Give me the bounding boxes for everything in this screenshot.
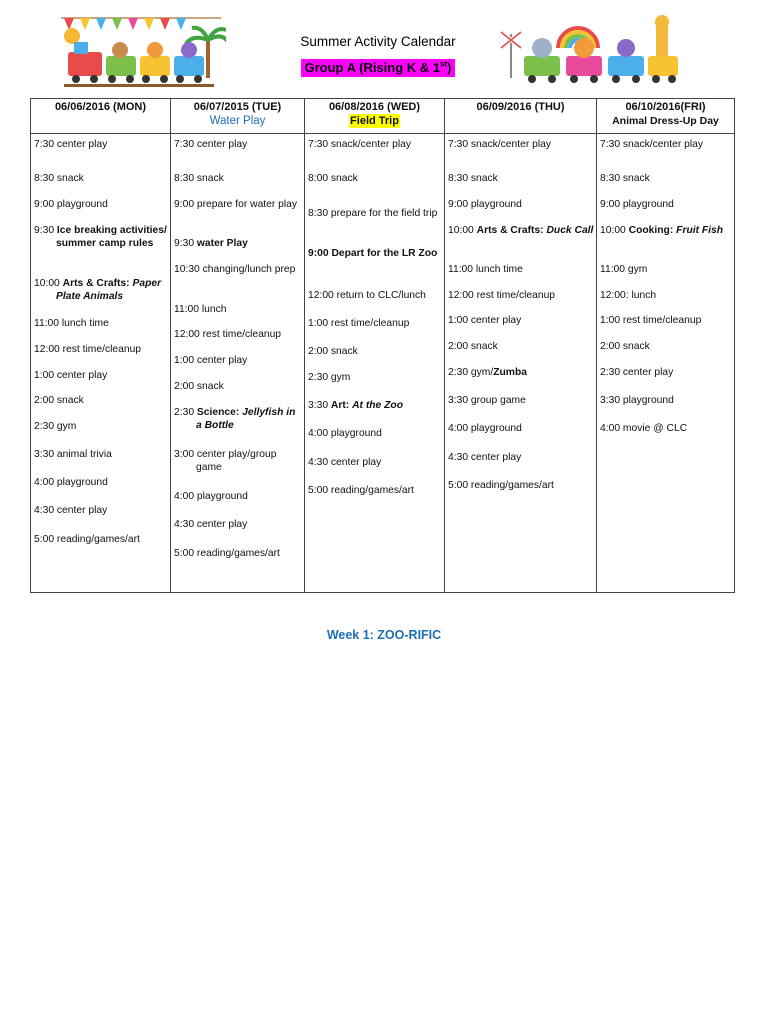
day-cell-tue: [171, 134, 305, 593]
schedule-entry: 12:00 rest time/cleanup: [448, 290, 556, 301]
document-title: Summer Activity Calendar: [300, 34, 456, 49]
schedule-entry: 9:00 Depart for the LR Zoo: [308, 248, 438, 259]
schedule-entry: 10:00 Arts & Crafts: Paper Plate Animals: [34, 278, 162, 302]
weekly-schedule-table: [30, 98, 735, 593]
schedule-entry: 4:00 playground: [34, 477, 108, 488]
schedule-entry: 9:00 prepare for water play: [174, 199, 298, 210]
schedule-entry: 2:30 center play: [600, 367, 674, 378]
schedule-entry: 2:00 snack: [34, 395, 84, 406]
theme-label-tue: Water Play: [209, 115, 266, 127]
schedule-entry: 2:00 snack: [448, 341, 498, 352]
schedule-entry: 11:00 lunch time: [34, 318, 109, 329]
schedule-entry: 2:00 snack: [174, 381, 224, 392]
schedule-entry: 1:00 rest time/cleanup: [600, 315, 702, 326]
title-block: [278, 34, 478, 77]
schedule-entry: 4:30 center play: [34, 505, 108, 516]
schedule-entry: 11:00 lunch: [174, 304, 227, 315]
schedule-entry: 10:00 Arts & Crafts: Duck Call: [448, 225, 594, 236]
schedule-entry: 9:30 water Play: [174, 238, 248, 249]
day-cell-fri: [597, 134, 735, 593]
group-label: Group A (Rising K & 1st): [301, 59, 454, 77]
schedule-entry: 12:00: lunch: [600, 290, 657, 301]
schedule-entry: 4:30 center play: [448, 452, 522, 463]
schedule-entry: 2:00 snack: [308, 346, 358, 357]
schedule-entry: 7:30 snack/center play: [448, 139, 552, 150]
page-header: [0, 0, 768, 96]
schedule-entry: 1:00 center play: [34, 370, 108, 381]
schedule-entry: 10:00 Cooking: Fruit Fish: [600, 225, 724, 236]
day-cell-wed: [305, 134, 445, 593]
schedule-entry: 9:00 playground: [34, 199, 108, 210]
schedule-entry: 7:30 center play: [34, 139, 108, 150]
schedule-entry: 3:30 playground: [600, 395, 674, 406]
day-header-fri: 06/10/2016(FRI) Animal Dress-Up Day: [597, 99, 735, 134]
schedule-entry: 4:00 playground: [174, 491, 248, 502]
schedule-entry: 2:00 snack: [600, 341, 650, 352]
schedule-entry: 3:00 center play/group game: [174, 449, 277, 473]
schedule-entry: 10:30 changing/lunch prep: [174, 264, 296, 275]
day-header-row: [31, 99, 735, 134]
schedule-entry: 1:00 center play: [448, 315, 522, 326]
schedule-entry: 8:30 prepare for the field trip: [308, 208, 438, 219]
day-header-wed: 06/08/2016 (WED) Field Trip: [305, 99, 445, 134]
schedule-entry: 5:00 reading/games/art: [308, 485, 414, 496]
schedule-entry: 5:00 reading/games/art: [34, 534, 140, 545]
schedule-entry: 8:30 snack: [34, 173, 84, 184]
schedule-entry: 8:30 snack: [448, 173, 498, 184]
schedule-entry: 4:30 center play: [174, 519, 248, 530]
theme-label-wed: Field Trip: [350, 115, 399, 127]
day-header-thu: 06/09/2016 (THU): [445, 99, 597, 134]
schedule-entry: 11:00 gym: [600, 264, 648, 275]
schedule-entry: 8:30 snack: [600, 173, 650, 184]
schedule-entry: 4:00 playground: [448, 423, 522, 434]
schedule-entry: 9:00 playground: [448, 199, 522, 210]
schedule-entry: 11:00 lunch time: [448, 264, 523, 275]
schedule-entry: 12:00 rest time/cleanup: [174, 329, 282, 340]
schedule-entry: 3:30 group game: [448, 395, 526, 406]
schedule-entry: 7:30 center play: [174, 139, 248, 150]
schedule-entry: 4:00 playground: [308, 428, 382, 439]
schedule-entry: 2:30 gym: [308, 372, 351, 383]
schedule-entry: 2:30 Science: Jellyfish in a Bottle: [174, 407, 296, 431]
schedule-entry: 4:00 movie @ CLC: [600, 423, 688, 434]
schedule-entry: 8:00 snack: [308, 173, 358, 184]
schedule-entry: 2:30 gym/Zumba: [448, 367, 527, 378]
schedule-entry: 12:00 rest time/cleanup: [34, 344, 142, 355]
animal-train-clipart-right: [496, 12, 686, 92]
schedule-entry: 9:00 playground: [600, 199, 674, 210]
schedule-entry: 5:00 reading/games/art: [174, 548, 280, 559]
schedule-entry: 9:30 Ice breaking activities/ summer camp rules: [34, 225, 167, 249]
schedule-entry: 3:30 animal trivia: [34, 449, 112, 460]
schedule-entry: 2:30 gym: [34, 421, 77, 432]
schedule-entry: 5:00 reading/games/art: [448, 480, 554, 491]
day-header-mon: 06/06/2016 (MON): [31, 99, 171, 134]
schedule-entry: 8:30 snack: [174, 173, 224, 184]
schedule-entry: 7:30 snack/center play: [600, 139, 704, 150]
schedule-entry: 12:00 return to CLC/lunch: [308, 290, 426, 301]
day-cell-mon: [31, 134, 171, 593]
schedule-entry: 4:30 center play: [308, 457, 382, 468]
schedule-entry: 7:30 snack/center play: [308, 139, 412, 150]
schedule-entry: 3:30 Art: At the Zoo: [308, 400, 404, 411]
schedule-row: [31, 134, 735, 593]
day-header-tue: 06/07/2015 (TUE) Water Play: [171, 99, 305, 134]
day-cell-thu: [445, 134, 597, 593]
schedule-entry: 1:00 center play: [174, 355, 248, 366]
week-theme-label: Week 1: ZOO-RIFIC: [326, 628, 442, 642]
animal-train-clipart-left: [56, 12, 226, 92]
theme-label-fri: Animal Dress-Up Day: [612, 115, 719, 127]
schedule-entry: 1:00 rest time/cleanup: [308, 318, 410, 329]
